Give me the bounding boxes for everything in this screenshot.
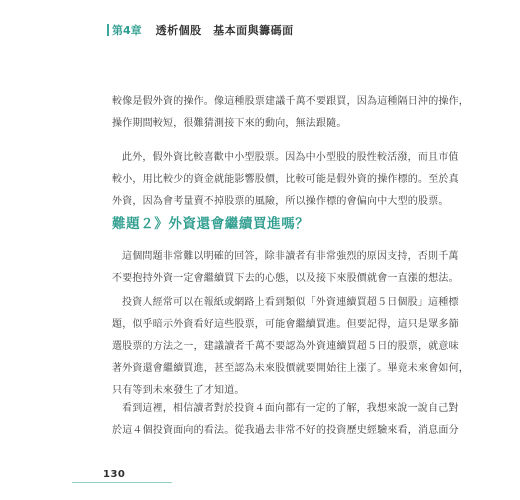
paragraph-line: 選股票的方法之一，建議讀者千萬不要認為外資連續買超５日的股票，就意味 bbox=[112, 341, 459, 352]
paragraph-line: 較像是假外資的操作。像這種股票建議千萬不要跟買，因為這種隔日沖的操作， bbox=[112, 96, 469, 107]
chapter-label: 第4章 bbox=[112, 24, 142, 37]
paragraph-5 bbox=[112, 398, 459, 442]
paragraph-line: 只有等到未來發生了才知道。 bbox=[112, 385, 245, 396]
footer-rule bbox=[72, 482, 172, 483]
section-heading: 難題２》外資還會繼續買進嗎？ bbox=[112, 216, 310, 232]
chapter-title: 透析個股 基本面與籌碼面 bbox=[155, 24, 294, 37]
paragraph-line: 外資，因為會考量賣不掉股票的風險，所以操作標的會偏向中大型的股票。 bbox=[112, 196, 449, 207]
paragraph-line: 於這４個投資面向的看法。從我過去非常不好的投資歷史經驗來看，消息面分 bbox=[112, 425, 459, 436]
paragraph-4 bbox=[112, 292, 469, 402]
paragraph-2 bbox=[112, 147, 459, 213]
paragraph-3 bbox=[112, 246, 459, 290]
running-header bbox=[107, 22, 294, 38]
header-accent-bar bbox=[107, 24, 109, 36]
paragraph-line: 此外，假外資比較喜歡中小型股票。因為中小型股的股性較活潑，而且市值 bbox=[122, 152, 459, 163]
paragraph-line: 投資人經常可以在報紙或網路上看到類似「外資連續買超５日個股」這種標 bbox=[122, 297, 459, 308]
paragraph-line: 題，似乎暗示外資看好這些股票，可能會繼續買進。但要記得，這只是眾多篩 bbox=[112, 319, 459, 330]
page-number: 130 bbox=[103, 469, 126, 480]
paragraph-line: 這個問題非常難以明確的回答，除非讀者有非常強烈的原因支持，否則千萬 bbox=[122, 251, 459, 262]
paragraph-line: 不要抱持外資一定會繼續買下去的心態，以及接下來股價就會一直漲的想法。 bbox=[112, 273, 459, 284]
paragraph-line: 看到這裡，相信讀者對於投資４面向都有一定的了解，我想來說一說自己對 bbox=[122, 403, 459, 414]
paragraph-line: 著外資還會繼續買進，甚至認為未來股價就要開始往上漲了。畢竟未來會如何， bbox=[112, 363, 469, 374]
page-footer bbox=[72, 466, 172, 490]
paragraph-line: 較小，用比較少的資金就能影響股價，比較可能是假外資的操作標的。至於真 bbox=[112, 174, 459, 185]
paragraph-line: 操作期間較短，很難猜測接下來的動向，無法跟隨。 bbox=[112, 118, 347, 129]
paragraph-1 bbox=[112, 91, 469, 135]
